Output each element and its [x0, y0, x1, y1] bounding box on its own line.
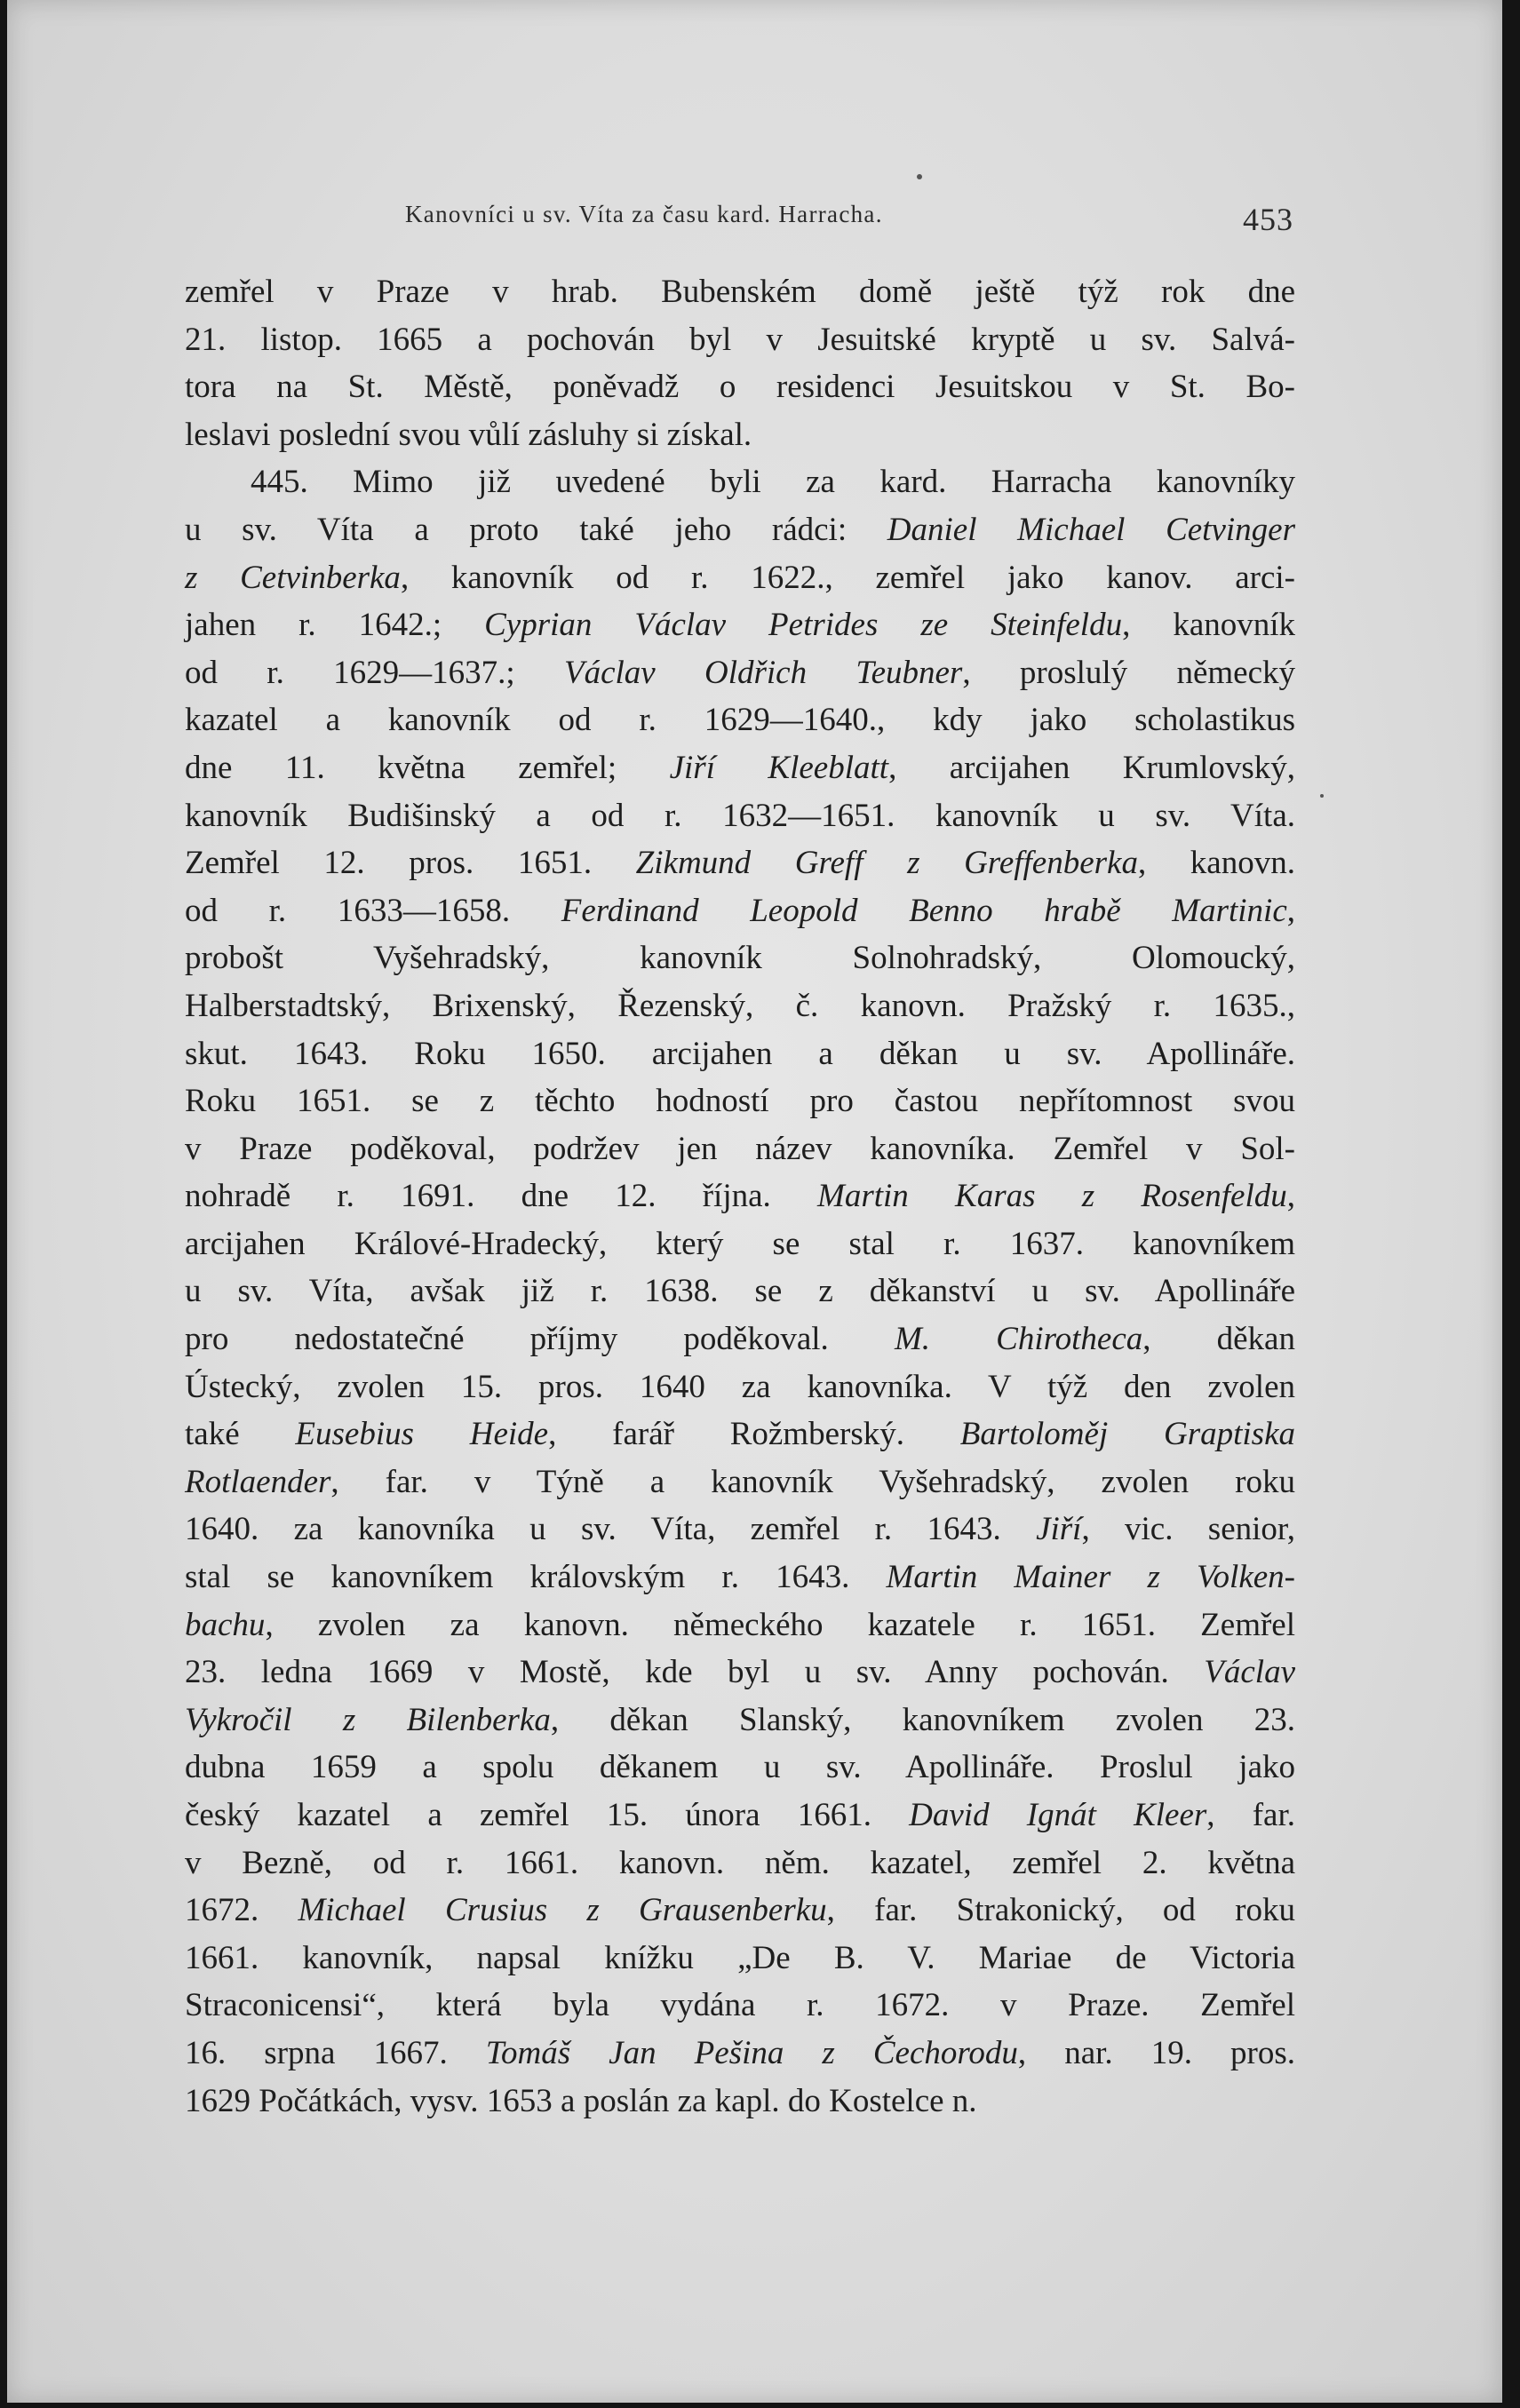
- text-line: [185, 1220, 1295, 1268]
- body-text: [185, 268, 1295, 2125]
- italic-name: Michael Crusius z Grausenberku: [298, 1892, 827, 1929]
- text-segment: 21. listop. 1665 a pochován byl v Jesuitské kryptě u sv. Salvá-: [185, 321, 1295, 358]
- text-segment: leslavi poslední svou vůlí zásluhy si získal.: [185, 416, 752, 453]
- text-segment: dubna 1659 a spolu děkanem u sv. Apollináře. Proslul jako: [185, 1749, 1295, 1786]
- text-segment: od r. 1633—1658.: [185, 892, 561, 929]
- text-segment: v Bezně, od r. 1661. kanovn. něm. kazatel, zemřel 2. května: [185, 1844, 1295, 1881]
- text-segment: , arcijahen Krumlovský,: [888, 749, 1295, 786]
- italic-name: Václav Oldřich Teubner: [563, 654, 963, 691]
- text-line: [185, 792, 1295, 840]
- text-line: [185, 1315, 1295, 1363]
- text-line: [185, 1840, 1295, 1887]
- text-segment: v Praze poděkoval, podržev jen název kanovníka. Zemřel v Sol-: [185, 1130, 1295, 1167]
- text-segment: Straconicensi“, která byla vydána r. 1672. v Praze. Zemřel: [185, 1987, 1295, 2024]
- text-line: [185, 1030, 1295, 1078]
- text-segment: , kanovník: [1122, 607, 1296, 644]
- text-line: [185, 1268, 1295, 1315]
- text-segment: ,: [1286, 1178, 1295, 1215]
- text-segment: 1672.: [185, 1892, 298, 1929]
- text-line: [185, 887, 1295, 935]
- text-segment: od r. 1629—1637.;: [185, 654, 564, 691]
- text-segment: , far. Strakonický, od roku: [826, 1892, 1295, 1929]
- text-line: [185, 458, 1295, 506]
- text-segment: skut. 1643. Roku 1650. arcijahen a děkan u sv. Apollináře.: [185, 1035, 1295, 1072]
- italic-name: Ferdinand Leopold Benno hrabě Martinic: [561, 892, 1287, 929]
- text-segment: , farář Rožmberský.: [548, 1416, 960, 1453]
- text-line: [185, 1172, 1295, 1220]
- text-line: [185, 2078, 1295, 2126]
- text-line: [185, 1935, 1295, 1983]
- text-segment: kanovník Budišinský a od r. 1632—1651. kanovník u sv. Víta.: [185, 797, 1295, 834]
- text-segment: , kanovník od r. 1622., zemřel jako kanov. arci-: [400, 559, 1295, 596]
- italic-name: Martin Mainer z Volken-: [886, 1559, 1296, 1596]
- text-segment: 16. srpna 1667.: [185, 2034, 486, 2071]
- text-line: [185, 1792, 1295, 1840]
- text-segment: jahen r. 1642.;: [185, 607, 485, 644]
- italic-name: Jiří: [1036, 1511, 1082, 1548]
- text-segment: , proslulý německý: [962, 654, 1296, 691]
- text-segment: Halberstadtský, Brixenský, Řezenský, č. kanovn. Pražský r. 1635.,: [185, 987, 1295, 1024]
- text-segment: , far. v Týně a kanovník Vyšehradský, zvolen roku: [330, 1463, 1295, 1500]
- text-line: [185, 839, 1295, 887]
- italic-name: Rotlaender: [185, 1463, 331, 1500]
- text-line: [185, 506, 1295, 554]
- text-line: [185, 1982, 1295, 2030]
- italic-name: Tomáš Jan Pešina z Čechorodu: [485, 2034, 1018, 2071]
- text-segment: 445. Mimo již uvedené byli za kard. Harracha kanovníky: [251, 464, 1295, 501]
- text-segment: kazatel a kanovník od r. 1629—1640., kdy jako scholastikus: [185, 702, 1295, 739]
- text-segment: pro nedostatečné příjmy poděkoval.: [185, 1321, 895, 1358]
- text-segment: 23. ledna 1669 v Mostě, kde byl u sv. Anny pochován.: [185, 1654, 1205, 1691]
- text-line: [185, 411, 1295, 459]
- text-line: [185, 1125, 1295, 1173]
- text-segment: stal se kanovníkem královským r. 1643.: [185, 1559, 887, 1596]
- text-segment: , kanovn.: [1137, 845, 1295, 882]
- text-segment: , děkan: [1142, 1321, 1295, 1358]
- italic-name: David Ignát Kleer: [909, 1797, 1207, 1833]
- text-line: [185, 1554, 1295, 1601]
- text-line: [185, 1744, 1295, 1792]
- text-line: [185, 1506, 1295, 1554]
- text-line: [185, 982, 1295, 1030]
- text-segment: Zemřel 12. pros. 1651.: [185, 845, 636, 882]
- text-segment: 1629 Počátkách, vysv. 1653 a poslán za kapl. do Kostelce n.: [185, 2082, 977, 2119]
- italic-name: M. Chirotheca: [894, 1321, 1143, 1358]
- text-line: [185, 1649, 1295, 1697]
- text-line: [185, 268, 1295, 316]
- text-line: [185, 554, 1295, 602]
- italic-name: Vykročil z Bilenberka: [185, 1701, 551, 1738]
- text-segment: tora na St. Městě, poněvadž o residenci Jesuitskou v St. Bo-: [185, 369, 1295, 406]
- text-segment: probošt Vyšehradský, kanovník Solnohradský, Olomoucký,: [185, 940, 1295, 977]
- text-line: [185, 1601, 1295, 1649]
- text-line: [185, 1363, 1295, 1411]
- italic-name: Martin Karas z Rosenfeldu: [817, 1178, 1287, 1215]
- italic-name: Jiří Kleeblatt: [669, 749, 889, 786]
- text-line: [185, 649, 1295, 697]
- text-line: [185, 363, 1295, 411]
- italic-name: bachu: [185, 1606, 266, 1643]
- ink-speck: [1320, 794, 1324, 798]
- italic-name: Bartoloměj Graptiska: [959, 1416, 1295, 1453]
- text-segment: Roku 1651. se z těchto hodností pro častou nepřítomnost svou: [185, 1083, 1295, 1120]
- text-segment: nohradě r. 1691. dne 12. října.: [185, 1178, 818, 1215]
- text-segment: ,: [1286, 892, 1296, 929]
- italic-name: Daniel Michael Cetvinger: [887, 511, 1295, 548]
- text-line: [185, 696, 1295, 744]
- italic-name: Eusebius Heide: [295, 1416, 549, 1453]
- text-line: [185, 1887, 1295, 1935]
- text-segment: , far.: [1206, 1797, 1295, 1833]
- text-segment: , nar. 19. pros.: [1017, 2034, 1295, 2071]
- text-segment: zemřel v Praze v hrab. Bubenském domě ještě týž rok dne: [185, 274, 1295, 310]
- text-segment: také: [185, 1416, 296, 1453]
- text-line: [185, 601, 1295, 649]
- text-line: [185, 1077, 1295, 1125]
- text-line: [185, 1697, 1295, 1744]
- text-line: [185, 2030, 1295, 2078]
- text-segment: , děkan Slanský, kanovníkem zvolen 23.: [550, 1701, 1295, 1738]
- text-segment: dne 11. května zemřel;: [185, 749, 670, 786]
- italic-name: Zikmund Greff z Greffenberka: [635, 845, 1138, 882]
- text-segment: , zvolen za kanovn. německého kazatele r. 1651. Zemřel: [265, 1606, 1295, 1643]
- text-line: [185, 1458, 1295, 1506]
- italic-name: Václav: [1204, 1654, 1295, 1691]
- ink-speck: [917, 174, 922, 179]
- text-line: [185, 1411, 1295, 1458]
- text-segment: arcijahen Králové-Hradecký, který se stal r. 1637. kanovníkem: [185, 1225, 1295, 1262]
- running-title: Kanovníci u sv. Víta za času kard. Harracha.: [405, 201, 883, 227]
- text-line: [185, 316, 1295, 364]
- page-number: 453: [1243, 202, 1293, 237]
- italic-name: Cyprian Václav Petrides ze Steinfeldu: [484, 607, 1123, 644]
- text-segment: 1640. za kanovníka u sv. Víta, zemřel r. 1643.: [185, 1511, 1037, 1548]
- text-line: [185, 934, 1295, 982]
- book-page: [7, 0, 1502, 2403]
- text-segment: Ústecký, zvolen 15. pros. 1640 za kanovníka. V týž den zvolen: [185, 1368, 1295, 1405]
- italic-name: z Cetvinberka: [185, 559, 401, 596]
- text-segment: u sv. Víta, avšak již r. 1638. se z děkanství u sv. Apollináře: [185, 1273, 1295, 1310]
- text-segment: 1661. kanovník, napsal knížku „De B. V. Mariae de Victoria: [185, 1939, 1295, 1976]
- text-segment: český kazatel a zemřel 15. února 1661.: [185, 1797, 910, 1833]
- text-line: [185, 744, 1295, 792]
- text-segment: , vic. senior,: [1081, 1511, 1295, 1548]
- text-segment: u sv. Víta a proto také jeho rádci:: [185, 511, 887, 548]
- page-header: [405, 197, 1293, 250]
